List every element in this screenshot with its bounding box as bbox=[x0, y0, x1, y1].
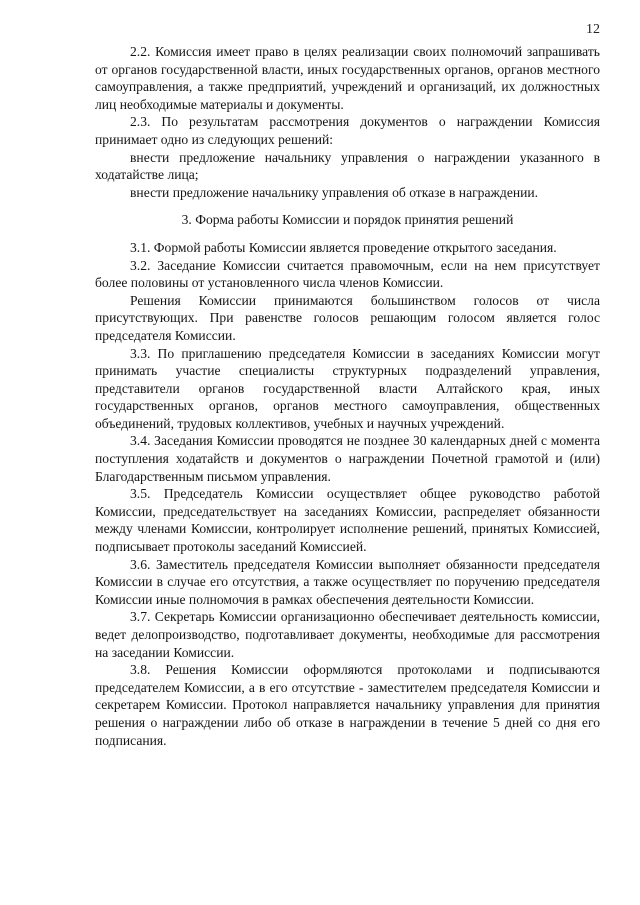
document-body bbox=[95, 43, 600, 749]
paragraph-2-3: 2.3. По результатам рассмотрения документов о награждении Комиссия принимает одно из следующих решений: bbox=[95, 114, 600, 147]
paragraph-3-3: 3.3. По приглашению председателя Комиссии в заседаниях Комиссии могут принимать участие специалисты структурных подразделений управления, представители органов государственной власти Алтайского края, иных государственных органов, органов местного самоуправления, общественных объединений, трудовых коллективов, учебных и научных учреждений. bbox=[95, 345, 600, 431]
paragraph-3-6: 3.6. Заместитель председателя Комиссии выполняет обязанности председателя Комиссии в случае его отсутствия, а также осуществляет по поручению председателя Комиссии иные полномочия в рамках обеспечения деятельности Комиссии. bbox=[95, 556, 600, 607]
page-number: 12 bbox=[586, 22, 600, 37]
paragraph-2-2: 2.2. Комиссия имеет право в целях реализации своих полномочий запрашивать от органов государственной власти, иных государственных органов, органов местного самоуправления, а также предприятий, учреждений и организаций, их должностных лиц необходимые материалы и документы. bbox=[95, 44, 600, 112]
paragraph-3-2-decisions: Решения Комиссии принимаются большинством голосов от числа присутствующих. При равенстве голосов решающим голосом является голос председателя Комиссии. bbox=[95, 292, 600, 343]
section-3-heading: 3. Форма работы Комиссии и порядок принятия решений bbox=[181, 212, 514, 228]
paragraph-3-7: 3.7. Секретарь Комиссии организационно обеспечивает деятельность комиссии, ведет делопроизводство, подготавливает документы, необходимые для рассмотрения на заседании Комиссии. bbox=[95, 609, 600, 660]
paragraph-3-8: 3.8. Решения Комиссии оформляются протоколами и подписываются председателем Комиссии, а в его отсутствие - заместителем председателя Комиссии и секретарем Комиссии. Протокол направляется начальнику управления для принятия решения о награждении либо об отказе в награждении в течение 5 дней со дня его подписания. bbox=[95, 662, 600, 748]
decision-option-award: внести предложение начальнику управления о награждении указанного в ходатайстве лица; bbox=[95, 149, 600, 183]
paragraph-3-4: 3.4. Заседания Комиссии проводятся не позднее 30 календарных дней с момента поступления ходатайств и документов о награждении Почетной грамотой и (или) Благодарственным письмом управления. bbox=[95, 433, 600, 484]
paragraph-3-5: 3.5. Председатель Комиссии осуществляет общее руководство работой Комиссии, председательствует на заседаниях Комиссии, распределяет обязанности между членами Комиссии, контролирует исполнение решений, принятых Комиссией, подписывает протоколы заседаний Комиссией. bbox=[95, 486, 600, 555]
decision-option-refusal: внести предложение начальнику управления об отказе в награждении. bbox=[130, 184, 539, 200]
paragraph-3-1: 3.1. Формой работы Комиссии является проведение открытого заседания. bbox=[130, 239, 557, 255]
paragraph-3-2: 3.2. Заседание Комиссии считается правомочным, если на нем присутствует более половины от установленного числа членов Комиссии. bbox=[95, 257, 600, 291]
